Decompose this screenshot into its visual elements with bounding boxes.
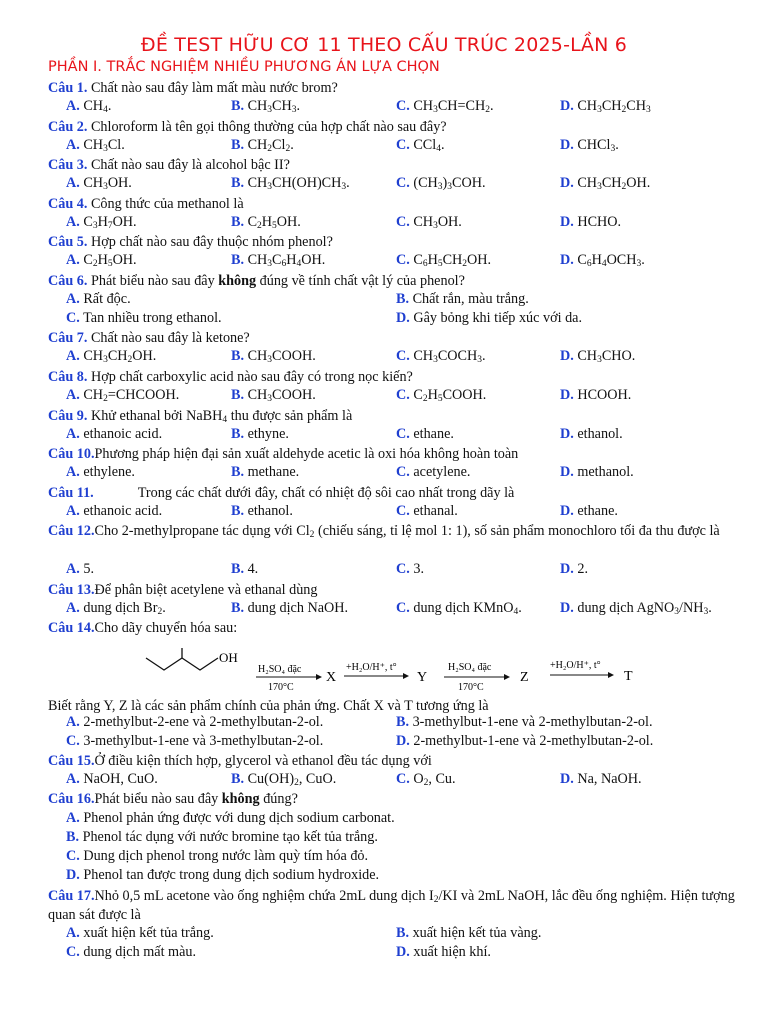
option-a[interactable]: A. ethanoic acid. <box>66 503 163 519</box>
formula: $CH_3CH_2OH$. <box>83 348 157 365</box>
option-a[interactable]: A. 5. <box>66 561 94 577</box>
option-c[interactable]: C. $C_2H_5COOH$. <box>396 387 487 404</box>
option-a[interactable]: A. NaOH, CuO. <box>66 771 158 787</box>
option-a[interactable]: A. $CH_3CH_2OH$. <box>66 348 157 365</box>
formula: CCl$_4$. <box>413 137 445 154</box>
option-d[interactable]: D. 2. <box>560 561 588 577</box>
option-b[interactable]: B. xuất hiện kết tủa vàng. <box>396 925 542 941</box>
option-a[interactable]: A. dung dịch $Br_2$. <box>66 600 166 617</box>
options-q3 <box>0 175 768 195</box>
options-q10 <box>0 464 768 484</box>
formula: $CH_3COOH$. <box>247 387 316 404</box>
formula: $O_2$, Cu. <box>413 771 456 788</box>
question-9: Câu 9. Khử ethanal bởi NaBH$_4$ thu được sản phẩm là <box>48 408 353 425</box>
step3-condition: 170°C <box>458 682 484 693</box>
formula: $CH_3Cl$. <box>83 137 125 154</box>
options-q16-c <box>0 848 768 868</box>
step4-arrowhead <box>608 672 614 678</box>
option-d[interactable]: D. ethane. <box>560 503 618 519</box>
option-a[interactable]: A. $CH_2=CHCOOH$. <box>66 387 180 404</box>
options-q16-a <box>0 810 768 830</box>
option-c[interactable]: C. 3-methylbut-1-ene và 3-methylbutan-2-ol. <box>66 733 324 749</box>
option-a[interactable]: A. $C_3H_7OH$. <box>66 214 137 231</box>
option-d[interactable]: D. HCHO. <box>560 214 622 230</box>
formula: $CH_3CH_3$. <box>247 98 301 115</box>
question-14: Câu 14.Cho dãy chuyển hóa sau: <box>48 620 238 636</box>
option-d[interactable]: D. Gây bỏng khi tiếp xúc với da. <box>396 310 583 326</box>
formula: $CH_4$. <box>83 98 112 115</box>
option-c[interactable]: C. Dung dịch phenol trong nước làm quỳ tím hóa đỏ. <box>66 848 369 864</box>
step1-reagent: H₂SO₄ đặc <box>258 664 302 675</box>
question-13: Câu 13.Để phân biệt acetylene và ethanal dùng <box>48 582 318 598</box>
formula: $C_3H_7OH$. <box>83 214 137 231</box>
options-q7 <box>0 348 768 368</box>
formula: $C_2H_5OH$. <box>247 214 301 231</box>
options-q5 <box>0 252 768 272</box>
option-d[interactable]: D. 2-methylbut-1-ene và 2-methylbutan-2-ol. <box>396 733 654 749</box>
part-heading: PHẦN I. TRẮC NGHIỆM NHIỀU PHƯƠNG ÁN LỰA CHỌN <box>48 59 440 75</box>
option-a[interactable]: A. $CH_3Cl$. <box>66 137 125 154</box>
option-d[interactable]: D. Na, NaOH. <box>560 771 642 787</box>
option-a[interactable]: A. $C_2H_5OH$. <box>66 252 137 269</box>
options-q16-b <box>0 829 768 849</box>
formula: $CH_3COCH_3$. <box>413 348 486 365</box>
option-b[interactable]: B. $Cu(OH)_2$, CuO. <box>231 771 337 788</box>
option-a[interactable]: A. xuất hiện kết tủa trắng. <box>66 925 214 941</box>
step4-reagent: +H₂O/H⁺, t° <box>550 660 601 671</box>
option-b[interactable]: B. Chất rắn, màu trắng. <box>396 291 529 307</box>
question-15: Câu 15.Ở điều kiện thích hợp, glycerol và ethanol đều tác dụng với <box>48 753 432 769</box>
options-q6-row2 <box>0 310 768 330</box>
option-d[interactable]: D. HCOOH. <box>560 387 632 403</box>
option-b[interactable]: B. 4. <box>231 561 259 577</box>
formula: $CH_3OH$. <box>83 175 132 192</box>
formula: $CH_2Cl_2$. <box>247 137 294 154</box>
formula: $C_2H_5OH$. <box>83 252 137 269</box>
option-c[interactable]: C. $CH_3OH$. <box>396 214 462 231</box>
options-q9 <box>0 426 768 446</box>
formula: NaOH, CuO. <box>83 771 158 787</box>
option-d[interactable]: D. Phenol tan được trong dung dịch sodium hydroxide. <box>66 867 380 883</box>
product-y: Y <box>417 670 428 685</box>
formula: $CH_3OH$. <box>413 214 462 231</box>
formula: $C_6H_4OCH_3$. <box>577 252 645 269</box>
option-d[interactable]: D. $C_6H_4OCH_3$. <box>560 252 645 269</box>
options-q8 <box>0 387 768 407</box>
option-b[interactable]: B. ethyne. <box>231 426 289 442</box>
options-q13 <box>0 600 768 620</box>
formula: dung dịch $Br_2$. <box>83 600 166 617</box>
step1-arrowhead <box>316 674 322 680</box>
page-title: ĐỀ TEST HỮU CƠ 11 THEO CẤU TRÚC 2025-LẦN 6 <box>140 34 628 56</box>
option-a[interactable]: A. ethanoic acid. <box>66 426 163 442</box>
option-b[interactable]: B. $CH_2Cl_2$. <box>231 137 294 154</box>
formula: Na, NaOH. <box>577 771 642 787</box>
formula: $CH_3COOH$. <box>247 348 316 365</box>
formula: HCOOH. <box>577 387 632 403</box>
step3-reagent: H₂SO₄ đặc <box>448 662 492 673</box>
option-d[interactable]: D. CHCl$_3$. <box>560 137 619 154</box>
options-q4 <box>0 214 768 234</box>
step2-arrowhead <box>403 673 409 679</box>
question-12: Câu 12.Cho 2-methylpropane tác dụng với $Cl_2$ (chiếu sáng, tỉ lệ mol 1: 1), số sản phẩm monochloro tối đa thu được là <box>48 523 720 540</box>
option-b[interactable]: B. ethanol. <box>231 503 293 519</box>
options-q15 <box>0 771 768 791</box>
formula: CHCl$_3$. <box>577 137 619 154</box>
option-a[interactable]: A. $CH_3OH$. <box>66 175 132 192</box>
question-4: Câu 4. Công thức của methanol là <box>48 196 244 212</box>
formula: dung dịch KMnO$_4$. <box>413 600 522 617</box>
formula: dung dịch $AgNO_3/NH_3$. <box>577 600 712 617</box>
option-c[interactable]: C. 3. <box>396 561 424 577</box>
option-c[interactable]: C. $CH_3COCH_3$. <box>396 348 486 365</box>
product-x: X <box>326 670 337 685</box>
option-c[interactable]: C. $O_2$, Cu. <box>396 771 456 788</box>
option-d[interactable]: D. ethanol. <box>560 426 623 442</box>
option-b[interactable]: B. Phenol tác dụng với nước bromine tạo kết tủa trắng. <box>66 829 378 845</box>
option-c[interactable]: C. acetylene. <box>396 464 471 480</box>
reaction-scheme <box>140 648 660 694</box>
formula: $CH_3CH_2CH_3$ <box>577 98 651 115</box>
option-c[interactable]: C. $CH_3CH=CH_2$. <box>396 98 494 115</box>
option-a[interactable]: A. 2-methylbut-2-ene và 2-methylbutan-2-ol. <box>66 714 324 730</box>
question-8: Câu 8. Hợp chất carboxylic acid nào sau đây có trong nọc kiến? <box>48 369 413 385</box>
question-3: Câu 3. Chất nào sau đây là alcohol bậc II? <box>48 157 290 173</box>
option-d[interactable]: D. $CH_3CH_2OH$. <box>560 175 651 192</box>
option-b[interactable]: B. $CH_3C_6H_4OH$. <box>231 252 326 269</box>
option-d[interactable]: D. dung dịch $AgNO_3/NH_3$. <box>560 600 712 617</box>
question-10: Câu 10.Phương pháp hiện đại sản xuất aldehyde acetic là oxi hóa không hoàn toàn <box>48 446 519 462</box>
options-q14-row1 <box>0 714 768 734</box>
options-q1 <box>0 98 768 118</box>
question-14-followup: Biết rằng Y, Z là các sản phẩm chính của phản ứng. Chất X và T tương ứng là <box>48 698 489 714</box>
options-q17-row1 <box>0 925 768 945</box>
formula: HCHO. <box>577 214 622 230</box>
options-q6-row1 <box>0 291 768 311</box>
formula: $C_6H_5CH_2OH$. <box>413 252 492 269</box>
option-b[interactable]: B. $CH_3COOH$. <box>231 387 316 404</box>
question-1: Câu 1. Chất nào sau đây làm mất màu nước brom? <box>48 80 338 96</box>
option-a[interactable]: A. Rất độc. <box>66 291 131 307</box>
options-q17-row2 <box>0 944 768 964</box>
formula: $CH_3C_6H_4OH$. <box>247 252 326 269</box>
question-2: Câu 2. Chloroform là tên gọi thông thường của hợp chất nào sau đây? <box>48 119 447 135</box>
product-t: T <box>624 669 633 684</box>
options-q11 <box>0 503 768 523</box>
option-a[interactable]: A. Phenol phản ứng được với dung dịch sodium carbonat. <box>66 810 395 826</box>
option-c[interactable]: C. CCl$_4$. <box>396 137 445 154</box>
formula: $CH_2=CHCOOH$. <box>83 387 180 404</box>
options-q2 <box>0 137 768 157</box>
option-d[interactable]: D. $CH_3CH_2CH_3$ <box>560 98 651 115</box>
question-16: Câu 16.Phát biểu nào sau đây không đúng? <box>48 791 298 807</box>
option-b[interactable]: B. 3-methylbut-1-ene và 2-methylbutan-2-ol. <box>396 714 653 730</box>
options-q14-row2 <box>0 733 768 753</box>
question-11: Câu 11. Trong các chất dưới đây, chất có nhiệt độ sôi cao nhất trong dãy là <box>48 485 515 501</box>
option-c[interactable]: C. dung dịch KMnO$_4$. <box>396 600 522 617</box>
formula: $CH_3CHO$. <box>577 348 636 365</box>
option-a[interactable]: A. $CH_4$. <box>66 98 112 115</box>
option-b[interactable]: B. $CH_3CH(OH)CH_3$. <box>231 175 350 192</box>
formula: $C_2H_5COOH$. <box>413 387 487 404</box>
option-c[interactable]: C. ethanal. <box>396 503 458 519</box>
option-d[interactable]: D. xuất hiện khí. <box>396 944 491 960</box>
formula: $CH_3CH=CH_2$. <box>413 98 494 115</box>
question-6: Câu 6. Phát biểu nào sau đây không đúng về tính chất vật lý của phenol? <box>48 273 465 289</box>
option-d[interactable]: D. $CH_3CHO$. <box>560 348 636 365</box>
formula: $(CH_3)_3COH$. <box>413 175 486 192</box>
option-b[interactable]: B. $CH_3COOH$. <box>231 348 316 365</box>
option-b[interactable]: B. dung dịch NaOH. <box>231 600 349 616</box>
formula: $Cu(OH)_2$, CuO. <box>247 771 337 788</box>
formula: $CH_3CH_2OH$. <box>577 175 651 192</box>
question-17: Câu 17.Nhỏ 0,5 mL acetone vào ống nghiệm chứa 2mL dung dịch $I_2/KI$ và 2mL NaOH, lắc đều ống nghiệm. Hiện tượng quan sát được là <box>48 888 735 924</box>
product-z: Z <box>520 670 529 685</box>
option-b[interactable]: B. $CH_3CH_3$. <box>231 98 301 115</box>
question-5: Câu 5. Hợp chất nào sau đây thuộc nhóm phenol? <box>48 234 333 250</box>
option-a[interactable]: A. ethylene. <box>66 464 135 480</box>
option-c[interactable]: C. dung dịch mất màu. <box>66 944 197 960</box>
step3-arrowhead <box>504 674 510 680</box>
option-c[interactable]: C. $C_6H_5CH_2OH$. <box>396 252 492 269</box>
option-b[interactable]: B. methane. <box>231 464 300 480</box>
option-b[interactable]: B. $C_2H_5OH$. <box>231 214 301 231</box>
option-c[interactable]: C. $(CH_3)_3COH$. <box>396 175 486 192</box>
formula: dung dịch NaOH. <box>247 600 349 616</box>
options-q16-d <box>0 867 768 887</box>
option-c[interactable]: C. ethane. <box>396 426 454 442</box>
step1-condition: 170°C <box>268 682 294 693</box>
question-7: Câu 7. Chất nào sau đây là ketone? <box>48 330 250 346</box>
alcohol-skeletal-structure <box>146 648 218 670</box>
oh-group: OH <box>219 650 238 665</box>
formula: $CH_3CH(OH)CH_3$. <box>247 175 350 192</box>
options-q12 <box>0 561 768 581</box>
step2-reagent: +H₂O/H⁺, t° <box>346 662 397 673</box>
option-d[interactable]: D. methanol. <box>560 464 634 480</box>
option-c[interactable]: C. Tan nhiều trong ethanol. <box>66 310 222 326</box>
